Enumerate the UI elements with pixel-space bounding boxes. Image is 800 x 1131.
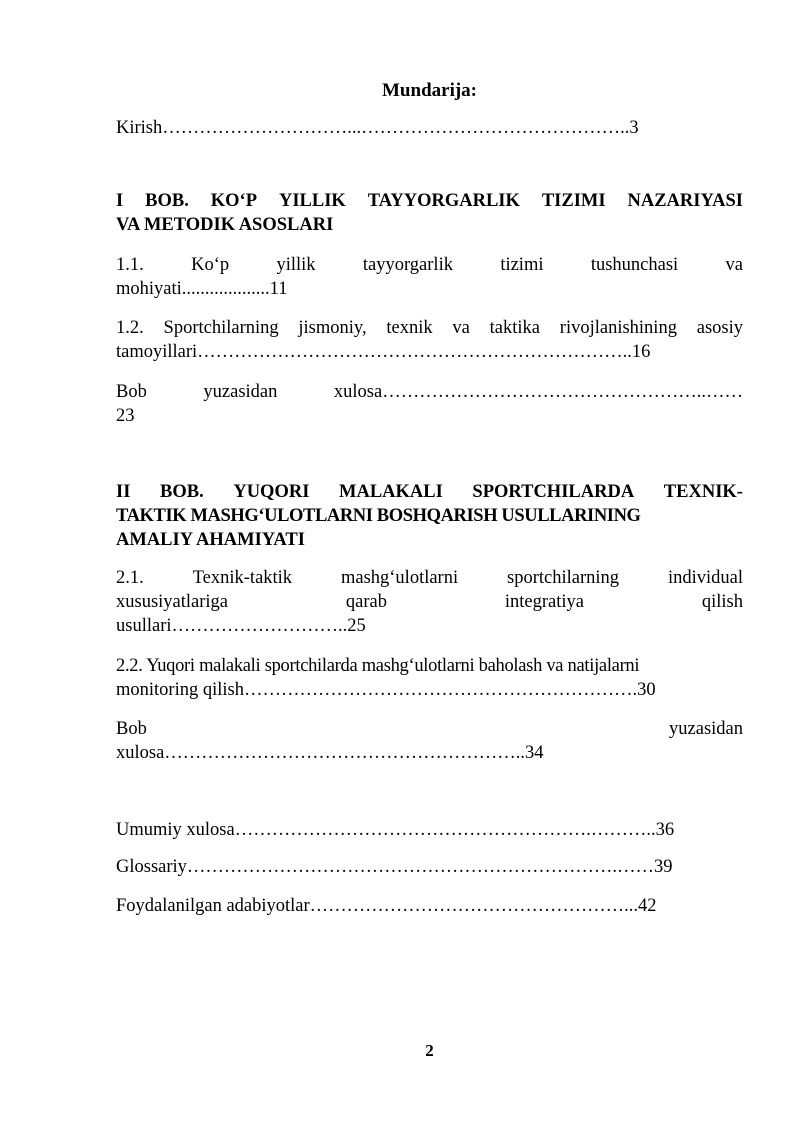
toc-title: Mundarija: [382, 80, 477, 101]
page-number: 2 [425, 1041, 434, 1060]
chapter2-heading-line1: II BOB. YUQORI MALAKALI SPORTCHILARDA TEXNIK- [116, 482, 743, 502]
toc-entry-1-2: 1.2. Sportchilarning jismoniy, texnik va taktika rivojlanishining asosiy tamoyillari……………………………………………………………..16 [116, 318, 743, 362]
toc-entry-glossary: Glossariy…………………………………………………………….……39 [116, 857, 673, 877]
chapter2-heading-line2: TAKTIK MASHG‘ULOTLARNI BOSHQARISH USULLARINING [116, 506, 641, 526]
toc-entry-references: Foydalanilgan adabiyotlar……………………………………………...42 [116, 896, 657, 916]
toc-entry-intro: Kirish…………………………...……………………………………..3 [116, 118, 639, 138]
document-page [116, 0, 743, 1131]
chapter1-heading [116, 189, 743, 237]
toc-entry-2-2: 2.2. Yuqori malakali sportchilarda mashg‘ulotlarni baholash va natijalarni monitoring qilish……………………………………………………….30 [116, 656, 656, 700]
toc-entry-2-1: 2.1. Texnik-taktik mashg‘ulotlarni sportchilarning individual xususiyatlariga qarab integratiya qilish usullari………………………..25 [116, 568, 743, 636]
chapter1-heading-line2: VA METODIK ASOSLARI [116, 215, 334, 235]
toc-entry-1-1: 1.1. Ko‘p yillik tayyorgarlik tizimi tushunchasi va mohiyati...................11 [116, 255, 743, 299]
toc-entry-chapter1-summary: Bob yuzasidan xulosa……………………………………………..…… 23 [116, 382, 743, 426]
chapter2-heading [116, 480, 743, 552]
toc-entry-chapter2-summary: Bob yuzasidan xulosa…………………………………………………..34 [116, 719, 743, 763]
chapter2-heading-line3: AMALIY AHAMIYATI [116, 530, 305, 550]
chapter1-heading-line1: I BOB. KO‘P YILLIK TAYYORGARLIK TIZIMI NAZARIYASI [116, 191, 743, 211]
toc-entry-conclusion: Umumiy xulosa………………………………………………….………..36 [116, 820, 675, 840]
